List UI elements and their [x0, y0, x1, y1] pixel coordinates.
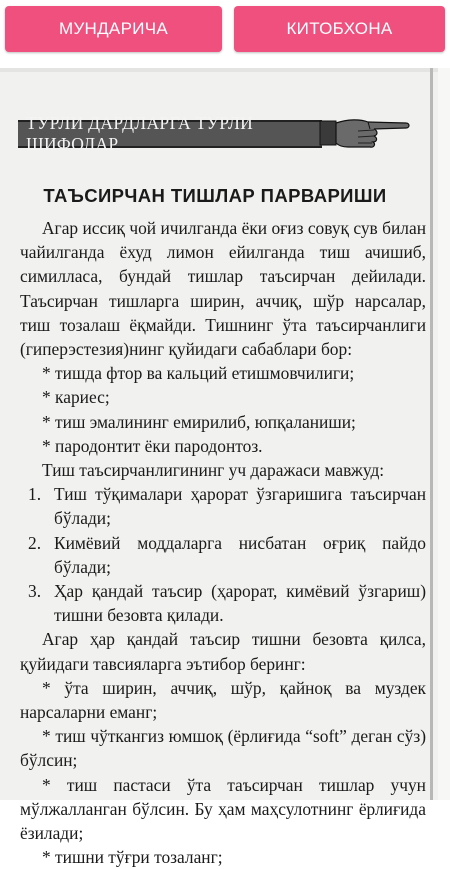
- pointing-hand-icon: [318, 113, 412, 153]
- section-banner-text: ТУРЛИ ДАРДЛАРГА ТУРЛИ ШИФОЛАР: [26, 113, 254, 154]
- contents-button[interactable]: МУНДАРИЧА: [5, 6, 222, 52]
- item-number: 2.: [28, 532, 42, 553]
- numbered-item: [20, 482, 426, 530]
- bullet-item: * пародонтит ёки пародонтоз.: [42, 435, 263, 456]
- section-banner: [18, 113, 322, 154]
- bullet-item: * тишда фтор ва кальций етишмовчилиги;: [42, 363, 355, 384]
- article-body: [20, 216, 426, 869]
- page-right-margin: [438, 68, 450, 800]
- advice-item: * тиш пастаси ўта таъсирчан тишлар учун мўлжалланган бўлсин. Бу ҳам маҳсулотнинг ёрлиғида ёзилади;: [20, 774, 426, 844]
- book-page: [0, 68, 450, 868]
- paragraph-intro: Агар иссиқ чой ичилганда ёки оғиз совуқ сув билан чайилганда ёхуд лимон ейилганда тиш ачишиб, симилласа, бундай тишлар таъсирчан дейилади. Таъсирчан тишларга ширин, аччиқ, шўр нарсалар, тиш тозалаш ёқмайди. Тишнинг ўта таъсирчанлиги (гиперэстезия)нинг қуйидаги сабаблари бор:: [20, 218, 426, 360]
- item-number: 1.: [28, 484, 42, 505]
- item-text: Кимёвий моддаларга нисбатан оғриқ пайдо бўлади;: [54, 532, 426, 577]
- advice-item: * тишни тўғри тозаланг;: [42, 847, 223, 868]
- library-button[interactable]: КИТОБХОНА: [234, 6, 445, 52]
- paragraph-advice-intro: Агар ҳар қандай таъсир тишни безовта қилса, қуйидаги тавсияларга эътибор беринг:: [20, 629, 426, 674]
- advice-item: * ўта ширин, аччиқ, шўр, қайноқ ва муздек нарсаларни еманг;: [20, 677, 426, 723]
- item-number: 3.: [28, 581, 42, 602]
- advice-item: * тиш чўткангиз юмшоқ (ёрлиғида “soft” деган сўз) бўлсин;: [20, 726, 426, 771]
- item-text: Ҳар қандай таъсир (ҳарорат, кимёвий ўзгариш) тишни безовта қилади.: [54, 581, 426, 626]
- article-title: ТАЪСИРЧАН ТИШЛАР ПАРВАРИШИ: [43, 185, 387, 206]
- numbered-item: [20, 579, 426, 627]
- page-right-border: [430, 68, 433, 800]
- paragraph-levels-intro: Тиш таъсирчанлигининг уч даражаси мавжуд:: [42, 460, 385, 481]
- page-top-edge: [0, 68, 450, 72]
- bullet-item: * тиш эмалининг емирилиб, юпқаланиши;: [42, 411, 356, 432]
- numbered-item: [20, 531, 426, 579]
- bullet-item: * кариес;: [42, 387, 110, 408]
- top-toolbar: [0, 0, 450, 62]
- item-text: Тиш тўқималари ҳарорат ўзгаришига таъсирчан бўлади;: [54, 484, 426, 529]
